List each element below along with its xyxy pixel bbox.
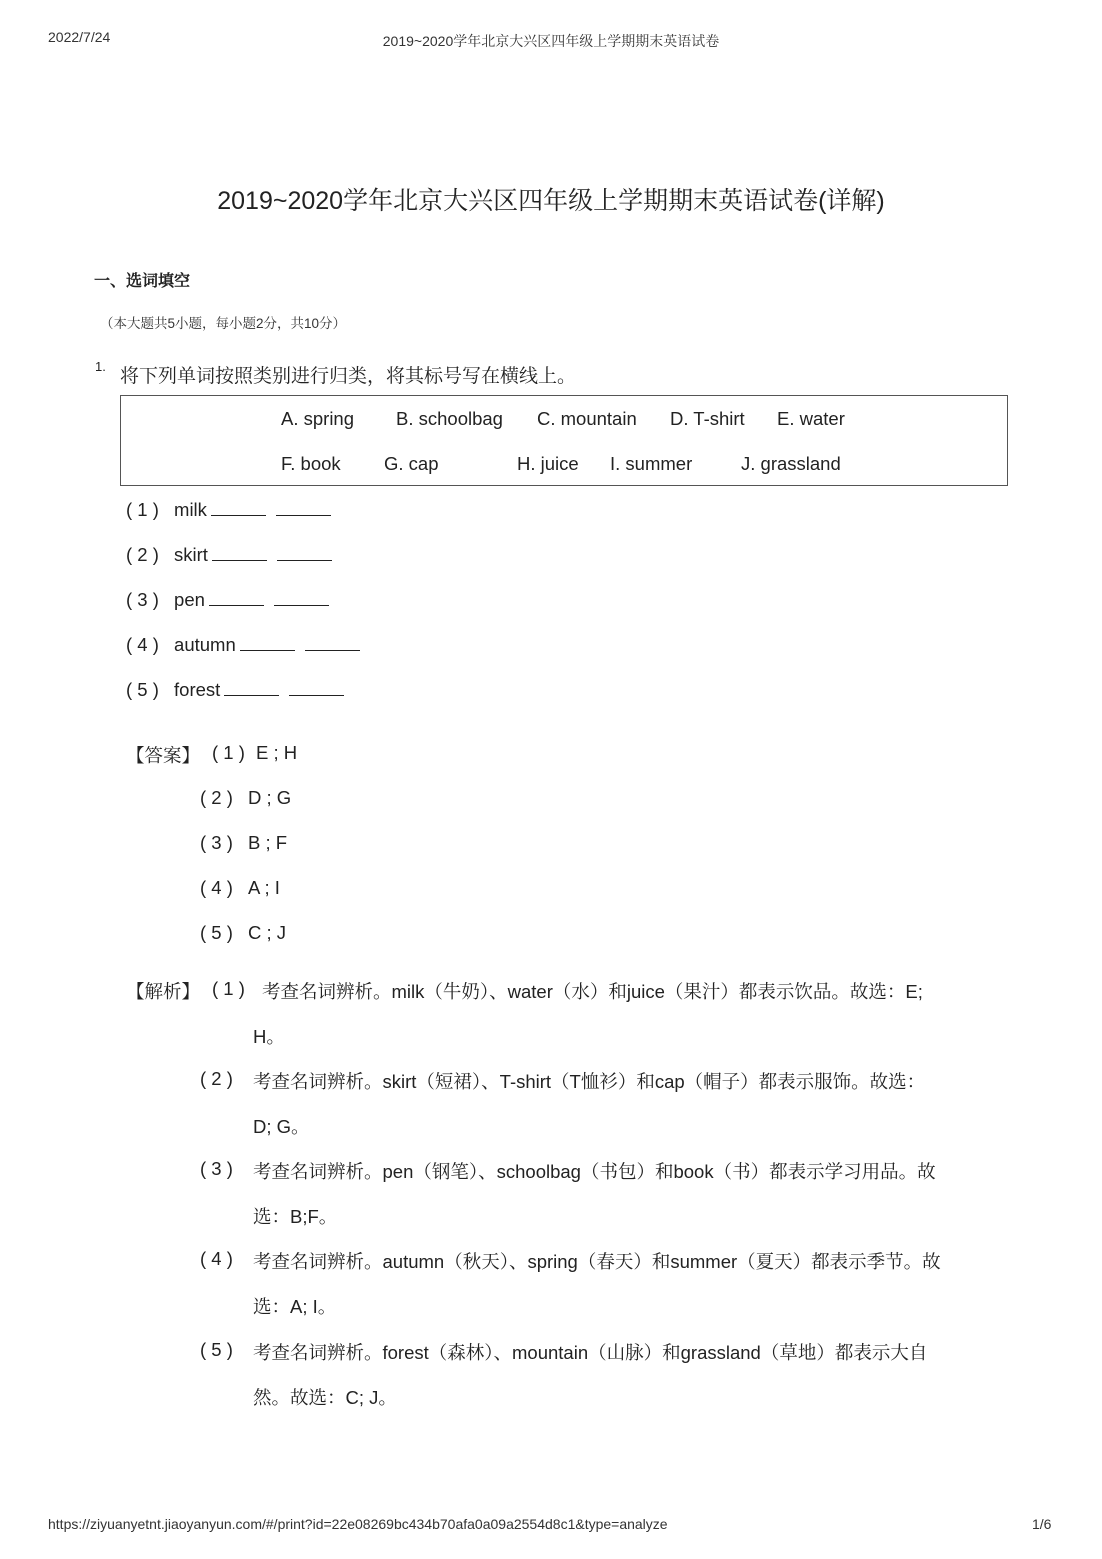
answer-label: 【答案】 xyxy=(126,745,201,766)
sub-question-number: ( 3 ) xyxy=(126,589,159,610)
answer-blank[interactable] xyxy=(212,546,267,561)
answer-blank[interactable] xyxy=(211,501,266,516)
option-j: J. grassland xyxy=(741,453,841,474)
sub-question-3 xyxy=(126,589,329,611)
sub-question-word: autumn xyxy=(174,634,236,655)
option-g: G. cap xyxy=(384,453,439,474)
answer-blank[interactable] xyxy=(276,501,331,516)
answer-item-1 xyxy=(212,742,297,764)
analysis-item-1-number: ( 1 ) xyxy=(212,978,245,999)
analysis-item-5-line1: 考查名词辨析。forest（森林）、mountain（山脉）和grassland（草地）都表示大自 xyxy=(253,1342,928,1363)
answer-blank[interactable] xyxy=(305,636,360,651)
analysis-item-2-line2: D; G。 xyxy=(253,1116,310,1137)
sub-question-word: pen xyxy=(174,589,205,610)
option-f: F. book xyxy=(281,453,341,474)
analysis-item-3-line1: 考查名词辨析。pen（钢笔）、schoolbag（书包）和book（书）都表示学习用品。故 xyxy=(253,1161,936,1182)
analysis-item-3-number: ( 3 ) xyxy=(200,1158,233,1179)
answer-text: C ; J xyxy=(248,922,287,943)
answer-blank[interactable] xyxy=(277,546,332,561)
analysis-item-4-line1: 考查名词辨析。autumn（秋天）、spring（春天）和summer（夏天）都表示季节。故 xyxy=(253,1251,941,1272)
question-instruction: 将下列单词按照类别进行归类，将其标号写在横线上。 xyxy=(120,366,577,387)
option-h: H. juice xyxy=(517,453,579,474)
analysis-item-5-line2: 然。故选：C; J。 xyxy=(253,1387,397,1408)
sub-question-word: skirt xyxy=(174,544,208,565)
option-d: D. T-shirt xyxy=(670,408,745,429)
answer-text: A ; I xyxy=(248,877,280,898)
answer-blank[interactable] xyxy=(274,591,329,606)
sub-question-number: ( 2 ) xyxy=(126,544,159,565)
sub-question-word: forest xyxy=(174,679,221,700)
answer-text: D ; G xyxy=(248,787,292,808)
option-b: B. schoolbag xyxy=(396,408,503,429)
answer-number: ( 5 ) xyxy=(200,922,233,943)
answer-number: ( 1 ) xyxy=(212,742,245,763)
print-date: 2022/7/24 xyxy=(48,29,111,45)
sub-question-number: ( 4 ) xyxy=(126,634,159,655)
print-footer-url: https://ziyuanyetnt.jiaoyanyun.com/#/print?id=22e08269bc434b70afa0a09a2554d8c1&type=analyze xyxy=(48,1516,668,1532)
answer-blank[interactable] xyxy=(240,636,295,651)
sub-question-number: ( 5 ) xyxy=(126,679,159,700)
option-c: C. mountain xyxy=(537,408,637,429)
answer-blank[interactable] xyxy=(224,681,279,696)
page-title: 2019~2020学年北京大兴区四年级上学期期末英语试卷(详解) xyxy=(217,187,885,215)
section-note: （本大题共5小题，每小题2分，共10分） xyxy=(100,316,347,331)
analysis-item-5-number: ( 5 ) xyxy=(200,1339,233,1360)
answer-item-3 xyxy=(200,832,287,854)
sub-question-4 xyxy=(126,634,360,656)
analysis-item-1-line1: 考查名词辨析。milk（牛奶）、water（水）和juice（果汁）都表示饮品。故选：E; xyxy=(262,981,923,1002)
answer-blank[interactable] xyxy=(209,591,264,606)
analysis-item-2-line1: 考查名词辨析。skirt（短裙）、T-shirt（T恤衫）和cap（帽子）都表示服饰。故选： xyxy=(253,1071,926,1092)
option-i: I. summer xyxy=(610,453,693,474)
sub-question-word: milk xyxy=(174,499,207,520)
answer-number: ( 3 ) xyxy=(200,832,233,853)
print-header-title: 2019~2020学年北京大兴区四年级上学期期末英语试卷 xyxy=(382,33,720,49)
analysis-item-4-line2: 选：A; I。 xyxy=(253,1296,337,1317)
page-number: 1/6 xyxy=(1032,1516,1052,1532)
section-heading: 一、选词填空 xyxy=(94,273,191,290)
sub-question-2 xyxy=(126,544,332,566)
answer-item-4 xyxy=(200,877,280,899)
analysis-item-3-line2: 选：B;F。 xyxy=(253,1206,338,1227)
answer-number: ( 4 ) xyxy=(200,877,233,898)
sub-question-number: ( 1 ) xyxy=(126,499,159,520)
question-number: 1. xyxy=(95,359,106,374)
answer-text: E ; H xyxy=(256,742,298,763)
answer-text: B ; F xyxy=(248,832,288,853)
answer-item-5 xyxy=(200,922,286,944)
option-e: E. water xyxy=(777,408,845,429)
analysis-item-2-number: ( 2 ) xyxy=(200,1068,233,1089)
sub-question-5 xyxy=(126,679,344,701)
option-a: A. spring xyxy=(281,408,355,429)
answer-item-2 xyxy=(200,787,291,809)
answer-blank[interactable] xyxy=(289,681,344,696)
analysis-item-1-line2: H。 xyxy=(253,1026,285,1047)
analysis-label: 【解析】 xyxy=(126,981,201,1002)
answer-number: ( 2 ) xyxy=(200,787,233,808)
analysis-item-4-number: ( 4 ) xyxy=(200,1248,233,1269)
sub-question-1 xyxy=(126,499,331,521)
